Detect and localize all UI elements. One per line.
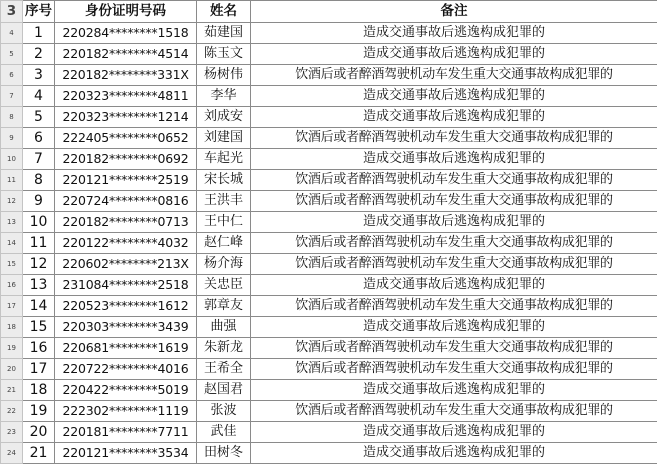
remark-cell[interactable]: 造成交通事故后逃逸构成犯罪的 xyxy=(251,23,657,44)
seq-cell[interactable]: 6 xyxy=(23,128,55,149)
row-number[interactable]: 12 xyxy=(1,191,23,212)
row-number[interactable]: 24 xyxy=(1,443,23,464)
id-number-cell[interactable]: 231084********2518 xyxy=(55,275,197,296)
table-row xyxy=(1,128,657,149)
seq-cell[interactable]: 2 xyxy=(23,44,55,65)
name-cell[interactable]: 茹建国 xyxy=(197,23,251,44)
remark-cell[interactable]: 饮酒后或者醉酒驾驶机动车发生重大交通事故构成犯罪的 xyxy=(251,359,657,380)
remark-cell[interactable]: 饮酒后或者醉酒驾驶机动车发生重大交通事故构成犯罪的 xyxy=(251,296,657,317)
remark-cell[interactable]: 饮酒后或者醉酒驾驶机动车发生重大交通事故构成犯罪的 xyxy=(251,191,657,212)
table-row xyxy=(1,380,657,401)
id-number-cell[interactable]: 220122********4032 xyxy=(55,233,197,254)
seq-cell[interactable]: 9 xyxy=(23,191,55,212)
remark-cell[interactable]: 造成交通事故后逃逸构成犯罪的 xyxy=(251,44,657,65)
name-cell[interactable]: 赵国君 xyxy=(197,380,251,401)
seq-cell[interactable]: 20 xyxy=(23,422,55,443)
name-cell[interactable]: 田树冬 xyxy=(197,443,251,464)
remark-cell[interactable]: 饮酒后或者醉酒驾驶机动车发生重大交通事故构成犯罪的 xyxy=(251,170,657,191)
row-number[interactable]: 14 xyxy=(1,233,23,254)
remark-cell[interactable]: 造成交通事故后逃逸构成犯罪的 xyxy=(251,149,657,170)
table-row xyxy=(1,338,657,359)
row-number[interactable]: 22 xyxy=(1,401,23,422)
row-number[interactable]: 7 xyxy=(1,86,23,107)
remark-cell[interactable]: 造成交通事故后逃逸构成犯罪的 xyxy=(251,317,657,338)
seq-cell[interactable]: 16 xyxy=(23,338,55,359)
seq-cell[interactable]: 10 xyxy=(23,212,55,233)
row-number[interactable]: 20 xyxy=(1,359,23,380)
name-cell[interactable]: 武佳 xyxy=(197,422,251,443)
seq-cell[interactable]: 1 xyxy=(23,23,55,44)
name-cell[interactable]: 杨介海 xyxy=(197,254,251,275)
remark-cell[interactable]: 饮酒后或者醉酒驾驶机动车发生重大交通事故构成犯罪的 xyxy=(251,254,657,275)
table-row xyxy=(1,254,657,275)
row-number[interactable]: 15 xyxy=(1,254,23,275)
table-row xyxy=(1,191,657,212)
seq-cell[interactable]: 5 xyxy=(23,107,55,128)
row-number[interactable]: 16 xyxy=(1,275,23,296)
row-number[interactable]: 19 xyxy=(1,338,23,359)
row-number[interactable]: 8 xyxy=(1,107,23,128)
remark-cell[interactable]: 饮酒后或者醉酒驾驶机动车发生重大交通事故构成犯罪的 xyxy=(251,338,657,359)
name-cell[interactable]: 王中仁 xyxy=(197,212,251,233)
id-number-cell[interactable]: 220182********331X xyxy=(55,65,197,86)
id-number-cell[interactable]: 220182********0692 xyxy=(55,149,197,170)
id-number-cell[interactable]: 220722********4016 xyxy=(55,359,197,380)
seq-cell[interactable]: 17 xyxy=(23,359,55,380)
header-name[interactable]: 姓名 xyxy=(197,1,251,23)
remark-cell[interactable]: 造成交通事故后逃逸构成犯罪的 xyxy=(251,380,657,401)
name-cell[interactable]: 车起光 xyxy=(197,149,251,170)
row-number[interactable]: 9 xyxy=(1,128,23,149)
table-row xyxy=(1,401,657,422)
row-number[interactable]: 6 xyxy=(1,65,23,86)
row-number[interactable]: 5 xyxy=(1,44,23,65)
table-row xyxy=(1,422,657,443)
table-row xyxy=(1,317,657,338)
id-number-cell[interactable]: 220303********3439 xyxy=(55,317,197,338)
id-number-cell[interactable]: 220422********5019 xyxy=(55,380,197,401)
row-number[interactable]: 18 xyxy=(1,317,23,338)
table-row xyxy=(1,86,657,107)
name-cell[interactable]: 杨树伟 xyxy=(197,65,251,86)
id-number-cell[interactable]: 220182********4514 xyxy=(55,44,197,65)
remark-cell[interactable]: 造成交通事故后逃逸构成犯罪的 xyxy=(251,443,657,464)
row-number[interactable]: 23 xyxy=(1,422,23,443)
seq-cell[interactable]: 7 xyxy=(23,149,55,170)
seq-cell[interactable]: 12 xyxy=(23,254,55,275)
id-number-cell[interactable]: 220182********0713 xyxy=(55,212,197,233)
name-cell[interactable]: 宋长城 xyxy=(197,170,251,191)
row-number[interactable]: 13 xyxy=(1,212,23,233)
header-seq[interactable]: 序号 xyxy=(23,1,55,23)
name-cell[interactable]: 关忠臣 xyxy=(197,275,251,296)
row-number[interactable]: 17 xyxy=(1,296,23,317)
header-remark[interactable]: 备注 xyxy=(251,1,657,23)
table-row xyxy=(1,443,657,464)
id-number-cell[interactable]: 222405********0652 xyxy=(55,128,197,149)
seq-cell[interactable]: 13 xyxy=(23,275,55,296)
table-row xyxy=(1,170,657,191)
id-number-cell[interactable]: 220284********1518 xyxy=(55,23,197,44)
id-number-cell[interactable]: 220681********1619 xyxy=(55,338,197,359)
remark-cell[interactable]: 造成交通事故后逃逸构成犯罪的 xyxy=(251,422,657,443)
table-row xyxy=(1,107,657,128)
id-number-cell[interactable]: 220724********0816 xyxy=(55,191,197,212)
name-cell[interactable]: 刘成安 xyxy=(197,107,251,128)
id-number-cell[interactable]: 220523********1612 xyxy=(55,296,197,317)
id-number-cell[interactable]: 220602********213X xyxy=(55,254,197,275)
id-number-cell[interactable]: 220121********2519 xyxy=(55,170,197,191)
name-cell[interactable]: 刘建国 xyxy=(197,128,251,149)
table-row xyxy=(1,44,657,65)
id-number-cell[interactable]: 220323********4811 xyxy=(55,86,197,107)
row-number[interactable]: 11 xyxy=(1,170,23,191)
table-row xyxy=(1,275,657,296)
remark-cell[interactable]: 饮酒后或者醉酒驾驶机动车发生重大交通事故构成犯罪的 xyxy=(251,128,657,149)
id-number-cell[interactable]: 220181********7711 xyxy=(55,422,197,443)
table-row xyxy=(1,296,657,317)
id-number-cell[interactable]: 220323********1214 xyxy=(55,107,197,128)
remark-cell[interactable]: 造成交通事故后逃逸构成犯罪的 xyxy=(251,107,657,128)
row-number[interactable]: 10 xyxy=(1,149,23,170)
row-number[interactable]: 4 xyxy=(1,23,23,44)
seq-cell[interactable]: 8 xyxy=(23,170,55,191)
table-row xyxy=(1,23,657,44)
table-row xyxy=(1,149,657,170)
remark-cell[interactable]: 造成交通事故后逃逸构成犯罪的 xyxy=(251,86,657,107)
name-cell[interactable]: 陈玉文 xyxy=(197,44,251,65)
header-id[interactable]: 身份证明号码 xyxy=(55,1,197,23)
name-cell[interactable]: 李华 xyxy=(197,86,251,107)
id-number-cell[interactable]: 220121********3534 xyxy=(55,443,197,464)
row-number[interactable]: 3 xyxy=(1,1,23,23)
row-number[interactable]: 21 xyxy=(1,380,23,401)
name-cell[interactable]: 赵仁峰 xyxy=(197,233,251,254)
seq-cell[interactable]: 14 xyxy=(23,296,55,317)
seq-cell[interactable]: 18 xyxy=(23,380,55,401)
remark-cell[interactable]: 饮酒后或者醉酒驾驶机动车发生重大交通事故构成犯罪的 xyxy=(251,401,657,422)
name-cell[interactable]: 郭章友 xyxy=(197,296,251,317)
remark-cell[interactable]: 造成交通事故后逃逸构成犯罪的 xyxy=(251,275,657,296)
name-cell[interactable]: 王洪丰 xyxy=(197,191,251,212)
header-row xyxy=(1,1,657,23)
table-row xyxy=(1,359,657,380)
seq-cell[interactable]: 11 xyxy=(23,233,55,254)
seq-cell[interactable]: 21 xyxy=(23,443,55,464)
name-cell[interactable]: 王希全 xyxy=(197,359,251,380)
table-row xyxy=(1,212,657,233)
remark-cell[interactable]: 饮酒后或者醉酒驾驶机动车发生重大交通事故构成犯罪的 xyxy=(251,233,657,254)
seq-cell[interactable]: 3 xyxy=(23,65,55,86)
name-cell[interactable]: 曲强 xyxy=(197,317,251,338)
id-number-cell[interactable]: 222302********1119 xyxy=(55,401,197,422)
seq-cell[interactable]: 15 xyxy=(23,317,55,338)
table-row xyxy=(1,65,657,86)
remark-cell[interactable]: 造成交通事故后逃逸构成犯罪的 xyxy=(251,212,657,233)
table-row xyxy=(1,233,657,254)
seq-cell[interactable]: 19 xyxy=(23,401,55,422)
name-cell[interactable]: 张波 xyxy=(197,401,251,422)
remark-cell[interactable]: 饮酒后或者醉酒驾驶机动车发生重大交通事故构成犯罪的 xyxy=(251,65,657,86)
table-body xyxy=(1,1,657,464)
name-cell[interactable]: 朱新龙 xyxy=(197,338,251,359)
seq-cell[interactable]: 4 xyxy=(23,86,55,107)
